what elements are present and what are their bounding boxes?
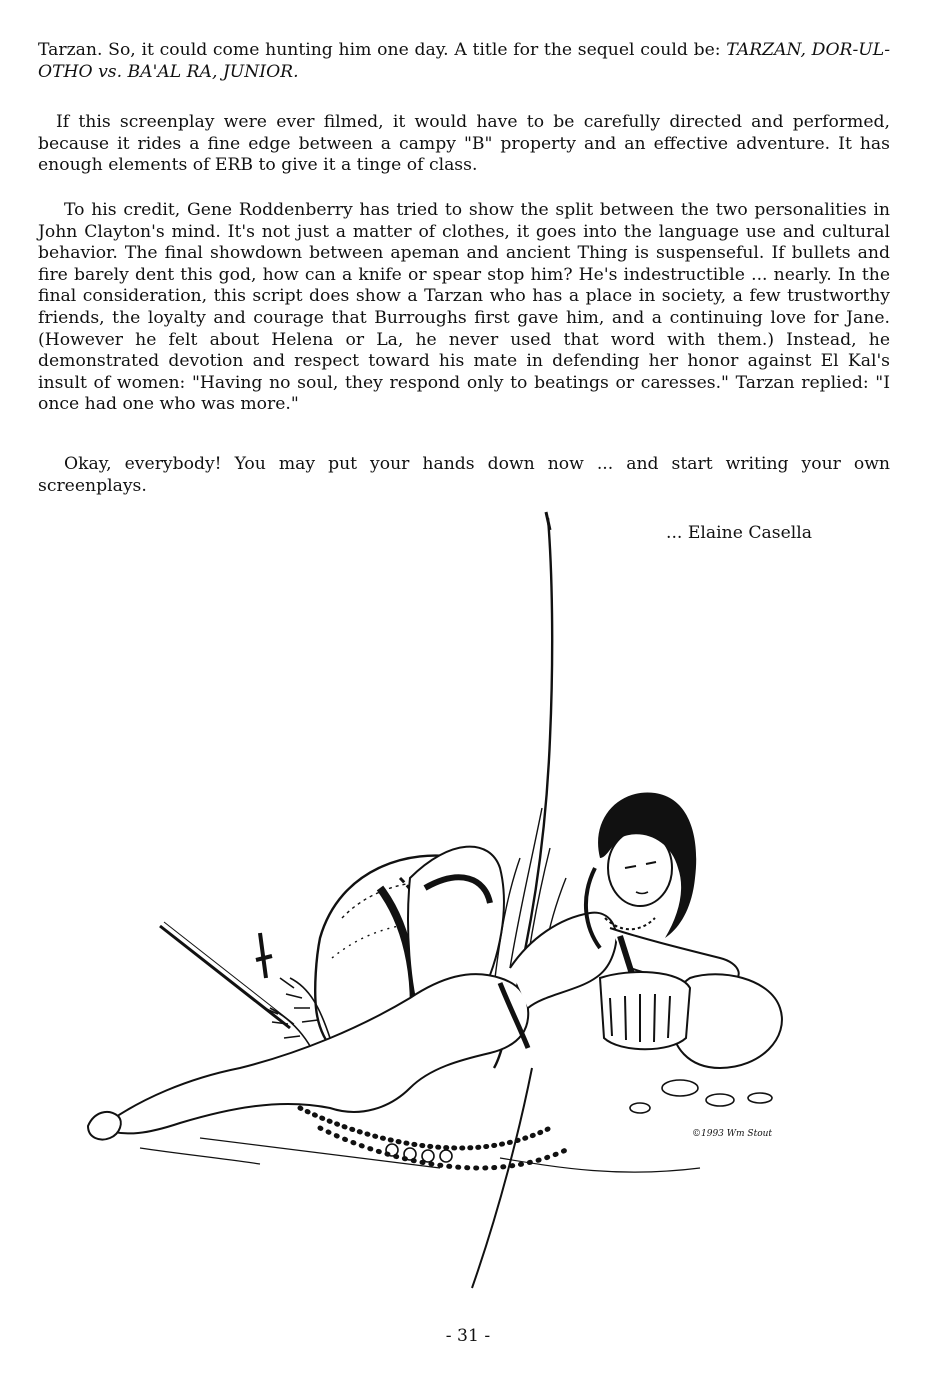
paragraph-2: If this screenplay were ever filmed, it would have to be carefully directed and performed, because it rides a fine edge between a campy "B" property and an effective adventure. It has enough elements of ERB to give it a tinge of class.	[38, 112, 890, 176]
paragraph-1-text: Tarzan. So, it could come hunting him one day. A title for the sequel could be:	[38, 40, 727, 60]
sequel-title: TARZAN, DOR-UL-OTHO vs. BA'AL RA, JUNIOR.	[38, 40, 890, 82]
paragraph-4: Okay, everybody! You may put your hands down now ... and start writing your own screenplays.	[38, 454, 890, 496]
reclining-figure-illustration	[80, 508, 840, 1308]
author-signature: ... Elaine Casella	[666, 523, 812, 543]
paragraph-3: To his credit, Gene Roddenberry has tried to show the split between the two personalities in John Clayton's mind. It's not just a matter of clothes, it goes into the language use and cultural behavior. The final showdown between apeman and ancient Thing is suspenseful. If bullets and fire barely dent this god, how can a knife or spear stop him? He's indestructible ... nearly. In the final consideration, this script does show a Tarzan who has a place in society, a few trustworthy friends, the loyalty and courage that Burroughs first gave him, and a continuing love for Jane. (However he felt about Helena or La, he never used that word with them.) Instead, he demonstrated devotion and respect toward his mate in defending her honor against El Kal's insult of women: "Having no soul, they respond only to beatings or caresses." Tarzan replied: "I once had one who was more."	[38, 200, 890, 415]
page-number: - 31 -	[445, 1326, 491, 1346]
paragraph-1	[38, 40, 890, 83]
artist-signature: ©1993 Wm Stout	[692, 1129, 773, 1139]
